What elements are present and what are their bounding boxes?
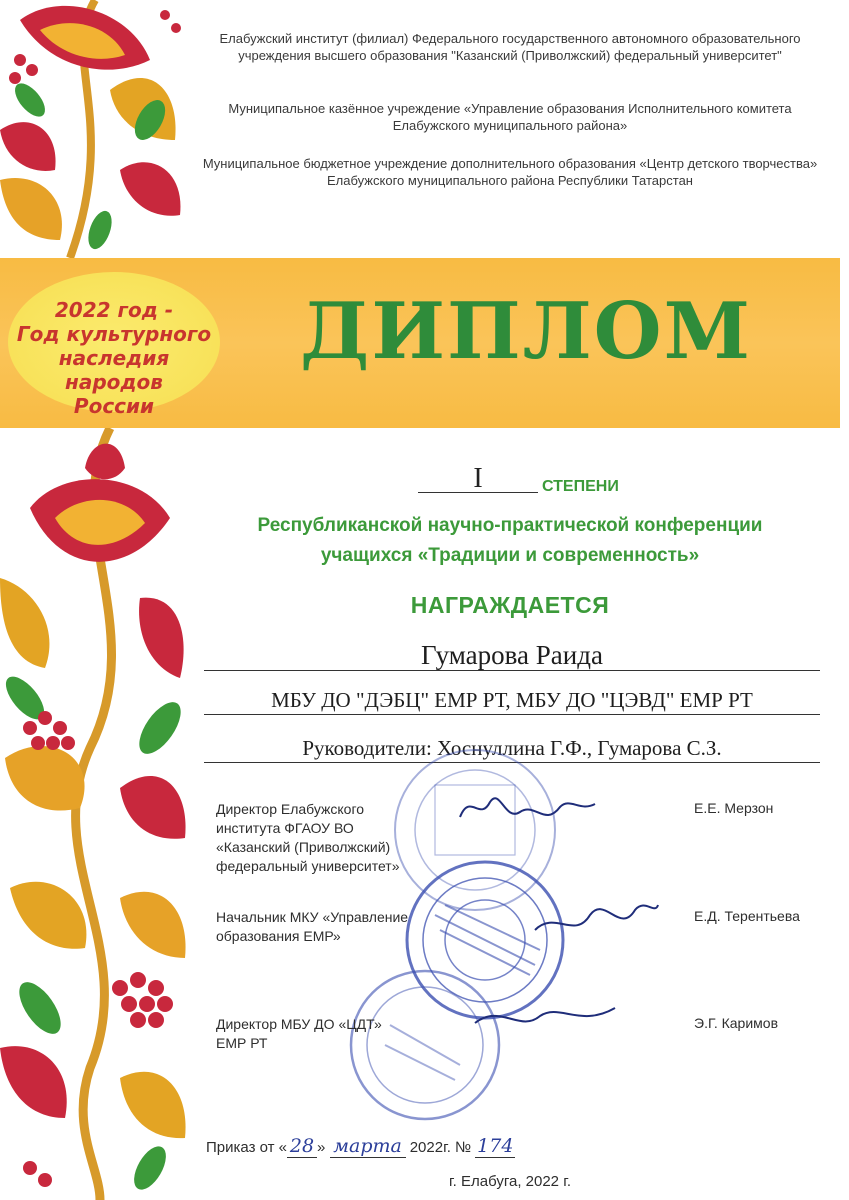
conference-line-1: Республиканской научно-практической конференции (257, 515, 763, 536)
order-number: 174 (477, 1135, 514, 1157)
signature-merzon (450, 782, 600, 832)
city-year: г. Елабуга, 2022 г. (449, 1173, 571, 1190)
order-quote: » (317, 1139, 326, 1156)
order-day: 28 (287, 1135, 317, 1158)
degree-label: СТЕПЕНИ (542, 478, 619, 495)
organizer-education-department: Муниципальное казённое учреждение «Управление образования Исполнительного комитета Елабужского муниципального района» (228, 101, 792, 133)
year-badge-text: 2022 год - Год культурного наследия народов России (16, 298, 212, 418)
degree-number: I (473, 463, 483, 494)
floral-ornament-top (0, 0, 190, 258)
floral-ornament-bottom (0, 428, 190, 1200)
signatory-2-name: Е.Д. Терентьева (694, 908, 800, 924)
signatory-1-position: Директор Елабужского института ФГАОУ ВО «Казанский (Приволжский) федеральный университет» (216, 801, 400, 874)
education-department-stamp (395, 855, 575, 1025)
order-month: марта (330, 1135, 406, 1158)
signatory-2-position: Начальник МКУ «Управление образования ЕМР» (216, 909, 409, 944)
recipient-name: Гумарова Раида (204, 640, 820, 671)
organizer-university: Елабужский институт (филиал) Федерального государственного автономного образовательного учреждения высшего образования "Казанский (Приволжский) федеральный университет" (219, 31, 801, 63)
degree-underline (418, 492, 538, 493)
signature-terentyeva (530, 890, 660, 950)
signatory-3-position: Директор МБУ ДО «ЦДТ» ЕМР РТ (216, 1016, 382, 1051)
recipient-organization: МБУ ДО "ДЭБЦ" ЕМР РТ, МБУ ДО "ЦЭВД" ЕМР РТ (204, 686, 820, 715)
signature-karimov (470, 998, 620, 1038)
order-prefix: Приказ от « (206, 1139, 288, 1156)
signatory-1-name: Е.Е. Мерзон (694, 800, 774, 816)
diploma-title: ДИПЛОМ (300, 286, 752, 377)
institute-stamp (375, 740, 575, 920)
recipient-supervisors: Руководители: Хоснуллина Г.Ф., Гумарова С.З. (204, 734, 820, 763)
order-line (206, 1135, 515, 1158)
signatory-3-name: Э.Г. Каримов (694, 1015, 778, 1031)
awarded-heading: НАГРАЖДАЕТСЯ (410, 592, 610, 618)
order-year: 2022г. № (409, 1139, 472, 1156)
conference-line-2: учащихся «Традиции и современность» (320, 545, 700, 566)
organizer-creativity-center: Муниципальное бюджетное учреждение дополнительного образования «Центр детского творчества» Елабужского муниципального района Республики Татарстан (202, 156, 818, 188)
